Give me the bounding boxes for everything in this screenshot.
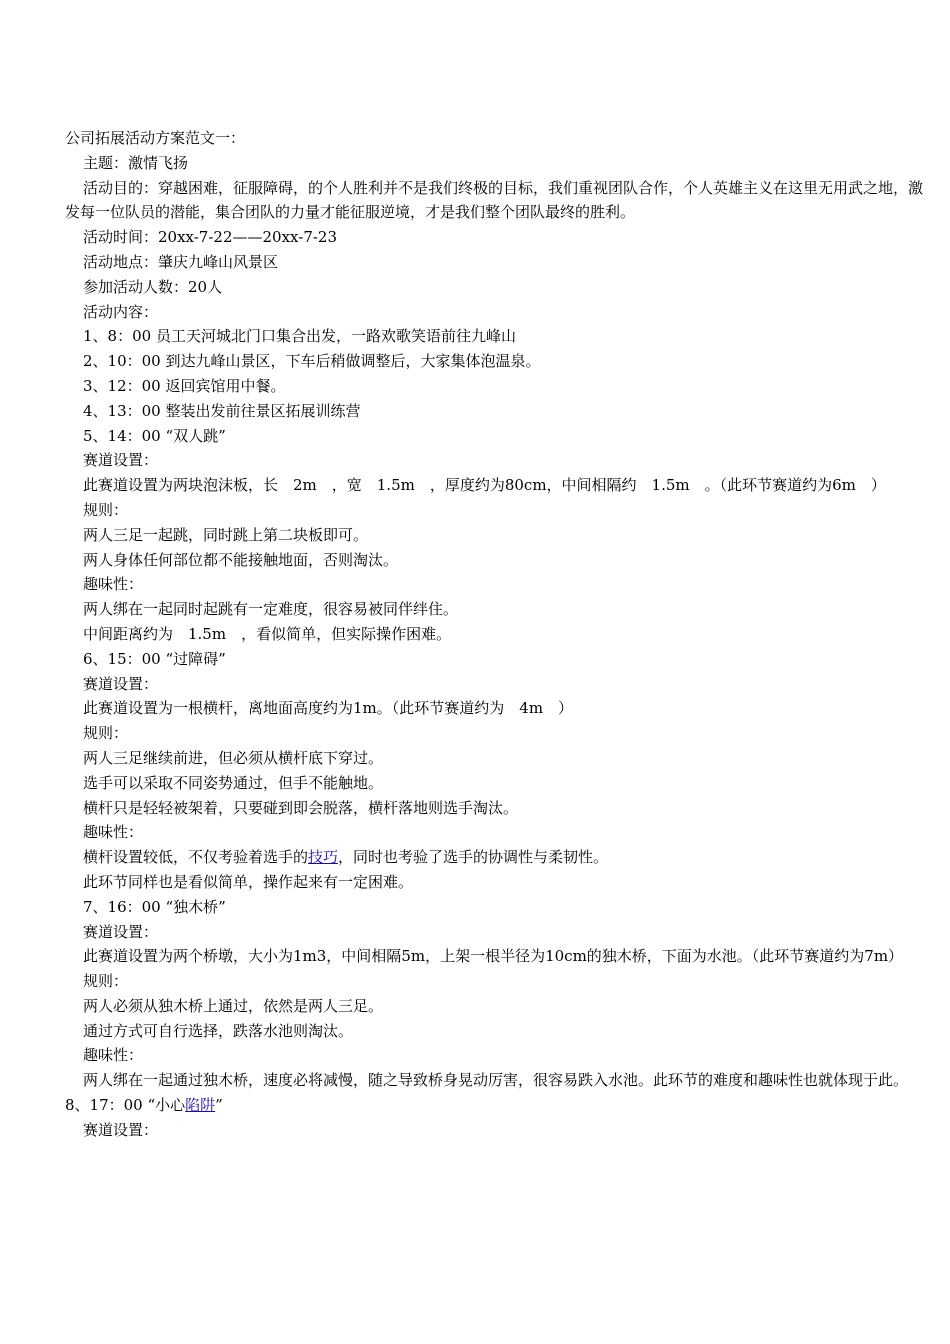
trap-link[interactable]: 陷阱 — [185, 1096, 216, 1115]
item7-rule: 两人必须从独木桥上通过，依然是两人三足。 — [83, 996, 384, 1015]
item6-fun-2: 此环节同样也是看似简单，操作起来有一定困难。 — [83, 872, 414, 891]
item7-rules-label: 规则： — [83, 972, 129, 991]
item5-rules-label: 规则： — [83, 500, 129, 519]
item8-track-label: 赛道设置： — [83, 1120, 159, 1139]
item6-fun-1-pre: 横杆设置较低，不仅考验着选手的 — [83, 848, 309, 867]
item5-rule: 两人身体任何部位都不能接触地面，否则淘汰。 — [83, 550, 399, 569]
item7-fun-label: 趣味性： — [83, 1046, 144, 1065]
schedule-item: 4、13：00 整装出发前往景区拓展训练营 — [83, 401, 361, 420]
item5-track-paragraph: 此赛道设置为两块泡沫板，长 2m ，宽 1.5m ，厚度约为80cm，中间相隔约 1.5m 。（此环节赛道约为6m ） — [83, 476, 886, 495]
theme-line: 主题：激情飞扬 — [83, 153, 189, 172]
place-line: 活动地点：肇庆九峰山风景区 — [83, 252, 279, 271]
schedule-item: 1、8：00 员工天河城北门口集合出发，一路欢歌笑语前往九峰山 — [83, 327, 516, 346]
item6-heading: 6、15：00 “过障碍” — [83, 649, 226, 668]
item5-rule: 两人三足一起跳，同时跳上第二块板即可。 — [83, 525, 369, 544]
time-line: 活动时间：20xx-7-22——20xx-7-23 — [83, 228, 338, 247]
purpose-paragraph: 活动目的：穿越困难，征服障碍，的个人胜利并不是我们终极的目标，我们重视团队合作，个人英雄主义在这里无用武之地，激发每一位队员的潜能，集合团队的力量才能征服逆境，才是我们整个团队最终的胜利。 — [65, 178, 924, 222]
item5-heading: 5、14：00 “双人跳” — [83, 426, 226, 445]
item6-fun-1 — [65, 845, 923, 870]
item6-track-label: 赛道设置： — [83, 674, 159, 693]
item5-fun-label: 趣味性： — [83, 575, 144, 594]
item7-rule: 通过方式可自行选择，跌落水池则淘汰。 — [83, 1021, 354, 1040]
item6-fun-label: 趣味性： — [83, 823, 144, 842]
schedule-item: 3、12：00 返回宾馆用中餐。 — [83, 376, 286, 395]
item5-fun: 两人绑在一起同时起跳有一定难度，很容易被同伴绊住。 — [83, 600, 459, 619]
item6-rule: 横杆只是轻轻被架着，只要碰到即会脱落，横杆落地则选手淘汰。 — [83, 798, 519, 817]
item5-fun: 中间距离约为 1.5m ，看似简单，但实际操作困难。 — [83, 624, 452, 643]
people-line: 参加活动人数：20人 — [83, 277, 223, 296]
document-body — [65, 126, 923, 1143]
item7-track-label: 赛道设置： — [83, 922, 159, 941]
item6-track: 此赛道设置为一根横杆，离地面高度约为1m。（此环节赛道约为 4m ） — [83, 699, 574, 718]
item8-heading-post: ” — [215, 1096, 223, 1115]
item7-fun-paragraph: 两人绑在一起通过独木桥，速度必将减慢，随之导致桥身晃动厉害，很容易跌入水池。此环节的难度和趣味性也就体现于此。 — [83, 1071, 909, 1090]
item5-track-label: 赛道设置： — [83, 451, 159, 470]
item6-rule: 两人三足继续前进，但必须从横杆底下穿过。 — [83, 748, 384, 767]
item8-heading-pre: 8、17：00 “小心 — [65, 1096, 186, 1115]
item6-rule: 选手可以采取不同姿势通过，但手不能触地。 — [83, 773, 384, 792]
item6-rules-label: 规则： — [83, 724, 129, 743]
content-label: 活动内容： — [83, 302, 159, 321]
item7-heading: 7、16：00 “独木桥” — [83, 897, 226, 916]
document-title: 公司拓展活动方案范文一： — [65, 129, 246, 147]
item7-track-paragraph: 此赛道设置为两个桥墩，大小为1m3，中间相隔5m，上架一根半径为10cm的独木桥，下面为水池。（此环节赛道约为7m） — [83, 947, 904, 966]
item8-heading — [65, 1093, 923, 1118]
item6-fun-1-post: ，同时也考验了选手的协调性与柔韧性。 — [338, 848, 609, 867]
schedule-item: 2、10：00 到达九峰山景区，下车后稍做调整后，大家集体泡温泉。 — [83, 352, 541, 371]
skill-link[interactable]: 技巧 — [308, 848, 339, 867]
